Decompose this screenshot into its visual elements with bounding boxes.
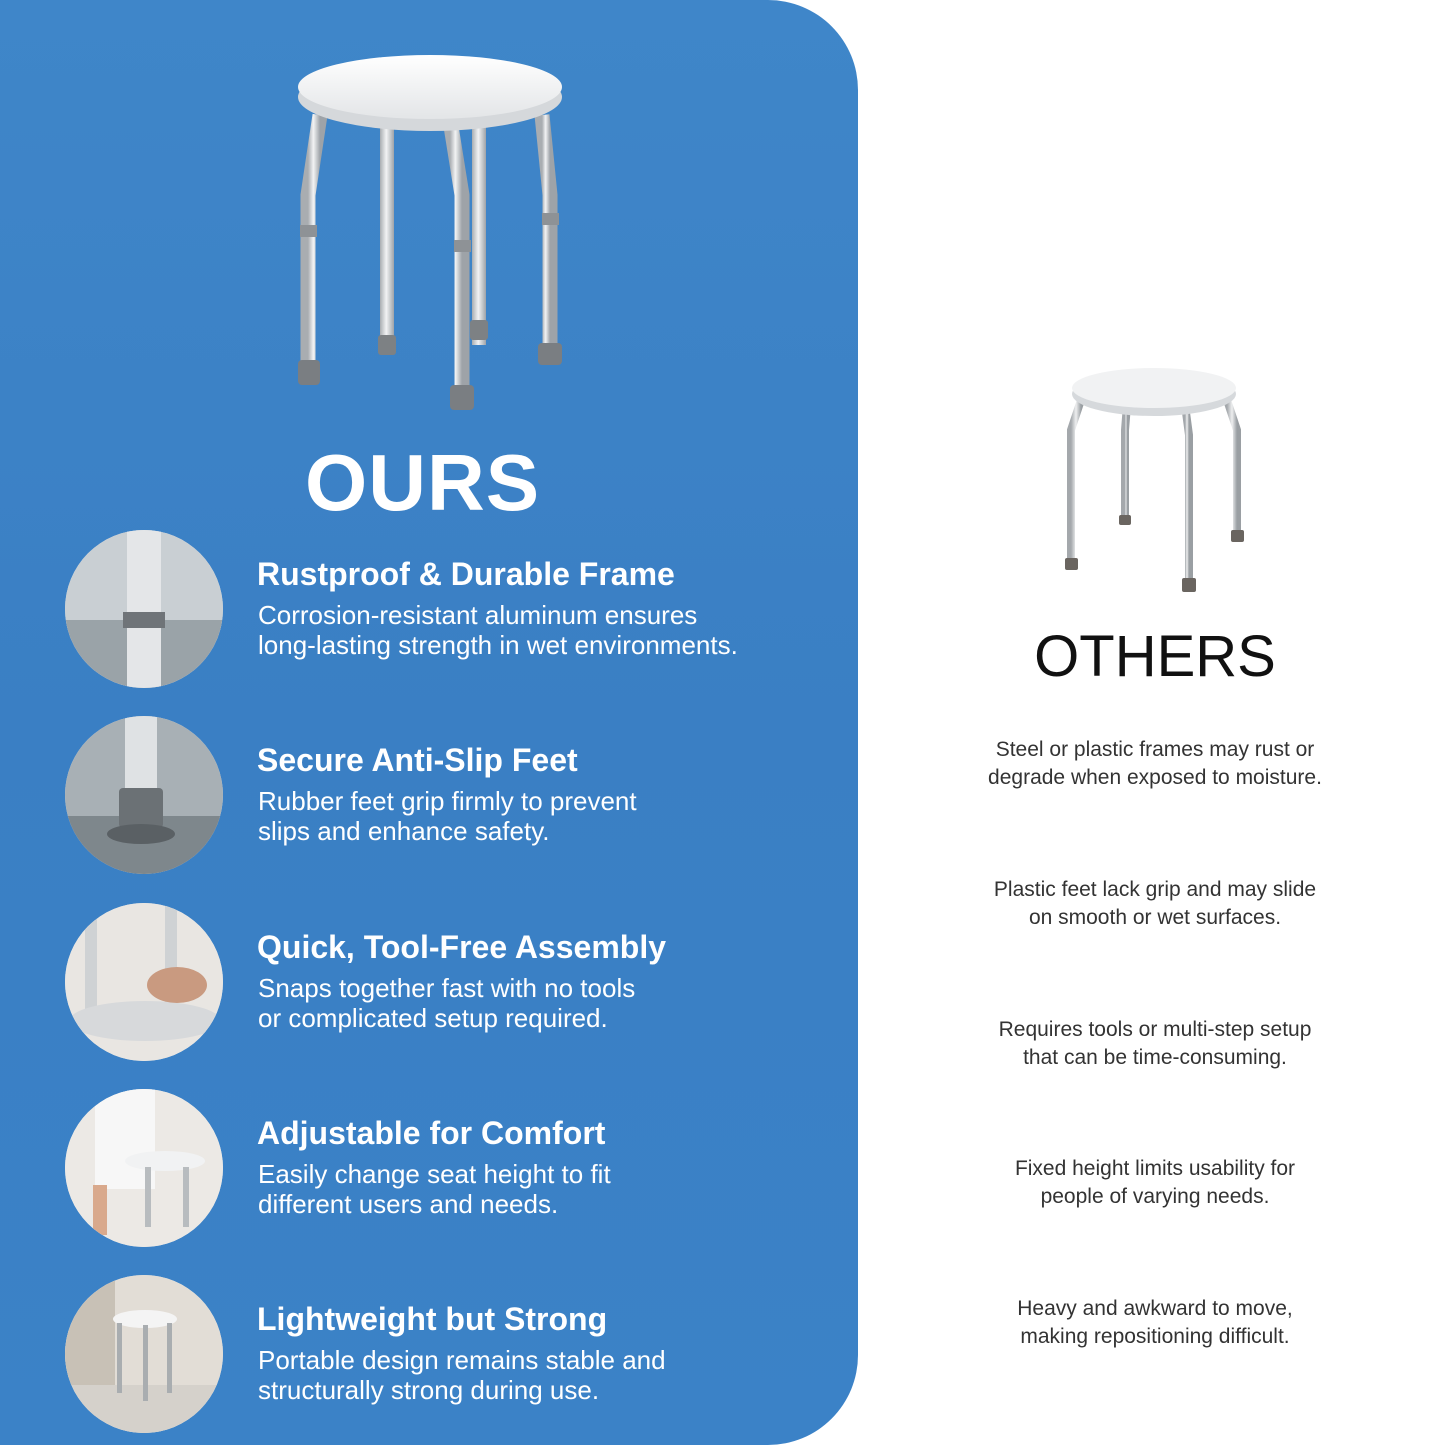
ours-heading: OURS <box>305 438 541 527</box>
others-drawback-weight: Heavy and awkward to move, making repositioning difficult. <box>1017 1297 1293 1348</box>
others-stool-image <box>1055 360 1255 600</box>
others-heading: OTHERS <box>1034 624 1276 689</box>
stool-in-bathroom-icon <box>65 1275 223 1433</box>
others-drawback-rust: Steel or plastic frames may rust or degrade when exposed to moisture. <box>988 738 1322 789</box>
rubber-foot-closeup-icon <box>65 716 223 874</box>
feature-description: Portable design remains stable and structurally strong during use. <box>258 1345 666 1405</box>
ours-stool-image <box>280 45 580 425</box>
others-drawback-feet: Plastic feet lack grip and may slide on smooth or wet surfaces. <box>993 878 1317 929</box>
feature-title: Secure Anti-Slip Feet <box>257 742 578 778</box>
feature-tool-free <box>65 903 825 1063</box>
feature-adjustable <box>65 1089 825 1249</box>
feature-rustproof <box>65 530 825 690</box>
person-seated-icon <box>65 1089 223 1247</box>
feature-description: Corrosion-resistant aluminum ensures long-lasting strength in wet environments. <box>258 600 738 660</box>
feature-description: Rubber feet grip firmly to prevent slips and enhance safety. <box>258 786 637 846</box>
feature-title: Quick, Tool-Free Assembly <box>257 929 666 965</box>
others-drawback-height: Fixed height limits usability for people of varying needs. <box>1014 1157 1296 1208</box>
feature-title: Rustproof & Durable Frame <box>257 556 675 592</box>
feature-lightweight <box>65 1275 825 1435</box>
feature-description: Snaps together fast with no tools or complicated setup required. <box>258 973 636 1033</box>
others-drawback-assembly: Requires tools or multi-step setup that can be time-consuming. <box>998 1018 1312 1069</box>
assembly-hands-icon <box>65 903 223 1061</box>
feature-title: Adjustable for Comfort <box>257 1115 606 1151</box>
feature-anti-slip <box>65 716 825 876</box>
aluminum-leg-closeup-icon <box>65 530 223 688</box>
feature-title: Lightweight but Strong <box>257 1301 608 1337</box>
feature-description: Easily change seat height to fit different users and needs. <box>258 1159 611 1219</box>
